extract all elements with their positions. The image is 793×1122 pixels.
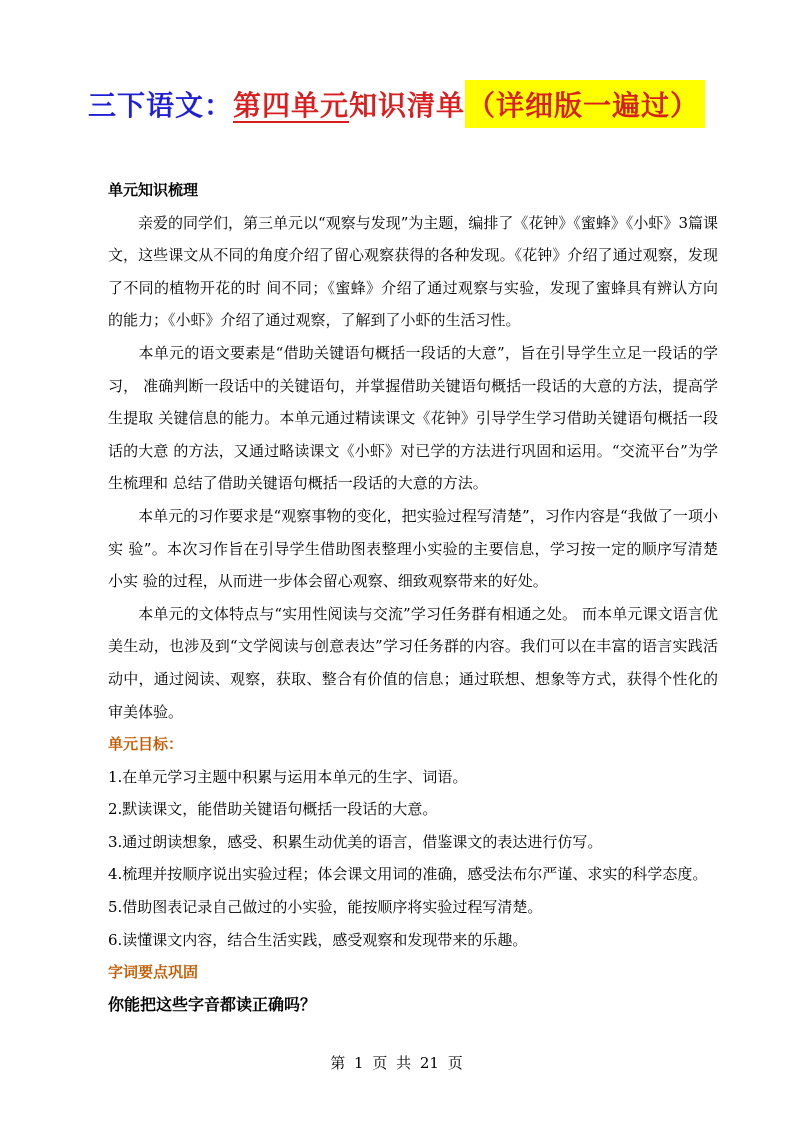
section-heading-unit-overview: 单元知识梳理 xyxy=(108,181,199,199)
paragraph-4: 本单元的文体特点与“实用性阅读与交流”学习任务群有相通之处。 而本单元课文语言优美生动，也涉及到“文学阅读与创意表达”学习任务群的内容。我们可以在丰富的语言实践活动中，通过阅读、观察，获取、整合有价值的信息；通过联想、想象等方式，获得个性化的审美体验。 xyxy=(108,604,718,721)
page-title xyxy=(0,78,793,130)
page-footer: 第 1 页 共 21 页 xyxy=(330,1054,463,1072)
title-checklist: 知识清单 xyxy=(349,89,466,122)
paragraph-2: 本单元的语文要素是“借助关键语句概括一段话的大意”，旨在引导学生立足一段话的学习， 准确判断一段话中的关键语句，并掌握借助关键语句概括一段话的大意的方法，提高学生提取 关键信息的能力。本单元通过精读课文《花钟》引导学生学习借助关键语句概括一段话的大意 的方法，又通过略读课文《小虾》对已学的方法进行巩固和运用。“交流平台”为学生梳理和 总结了借助关键语句概括一段话的大意的方法。 xyxy=(108,343,718,493)
question-heading: 你能把这些字音都读正确吗？ xyxy=(108,994,317,1014)
goal-item: 6.读懂课文内容，结合生活实践，感受观察和发现带来的乐趣。 xyxy=(108,930,528,949)
paragraph-3: 本单元的习作要求是“观察事物的变化，把实验过程写清楚”，习作内容是“我做了一项小实 验”。本次习作旨在引导学生借助图表整理小实验的主要信息，学习按一定的顺序写清楚小实 验的过程，从而进一步体会留心观察、细致观察带来的好处。 xyxy=(108,506,718,591)
document-body xyxy=(108,174,718,1021)
section-heading-vocab: 字词要点巩固 xyxy=(108,963,199,982)
title-grade-subject: 三下语文： xyxy=(87,89,233,122)
goal-item: 3.通过朗读想象，感受、积累生动优美的语言，借鉴课文的表达进行仿写。 xyxy=(108,832,603,851)
title-highlight: （详细版一遍过） xyxy=(465,80,705,128)
goal-item: 5.借助图表记录自己做过的小实验，能按顺序将实验过程写清楚。 xyxy=(108,898,543,917)
goal-item: 2.默读课文，能借助关键语句概括一段话的大意。 xyxy=(108,800,438,819)
section-heading-goals: 单元目标： xyxy=(108,735,184,754)
title-unit: 第四单元 xyxy=(232,89,349,122)
goal-item: 1.在单元学习主题中积累与运用本单元的生字、词语。 xyxy=(108,767,468,786)
goal-item: 4.梳理并按顺序说出实验过程；体会课文用词的准确，感受法布尔严谨、求实的科学态度。 xyxy=(108,865,708,884)
paragraph-1: 亲爱的同学们，第三单元以“观察与发现”为主题，编排了《花钟》《蜜蜂》《小虾》3篇课文，这些课文从不同的角度介绍了留心观察获得的各种发现。《花钟》介绍了通过观察，发现了不同的植物开花的时 间不同；《蜜蜂》介绍了通过观察与实验，发现了蜜蜂具有辨认方向的能力；《小虾》介绍了通过观察，了解到了小虾的生活习性。 xyxy=(108,213,718,330)
